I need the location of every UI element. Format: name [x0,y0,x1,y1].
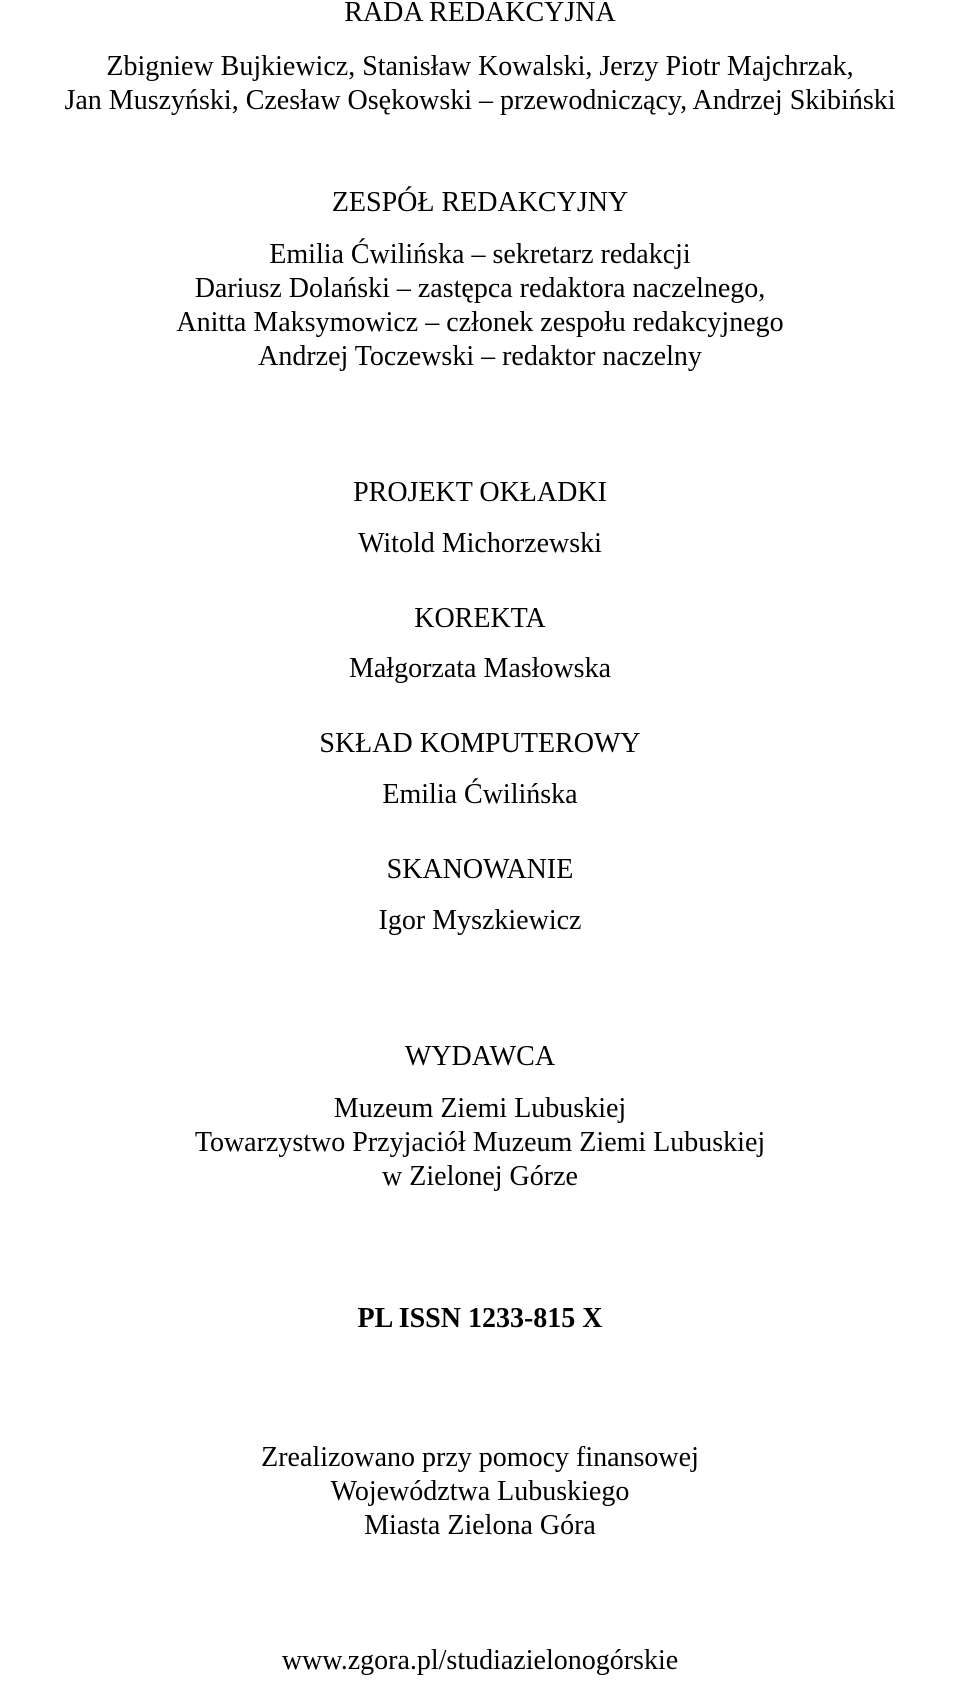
issn-number: PL ISSN 1233-815 X [357,1303,603,1334]
zespol-heading: ZESPÓŁ REDAKCYJNY [331,187,629,218]
wydawca-line-1: Muzeum Ziemi Lubuskiej [333,1093,627,1124]
zespol-member-4: Andrzej Toczewski – redaktor naczelny [258,341,702,372]
zespol-member-3: Anitta Maksymowicz – członek zespołu redakcyjnego [176,307,784,338]
sklad-heading: SKŁAD KOMPUTEROWY [319,728,641,759]
wydawca-line-2: Towarzystwo Przyjaciół Muzeum Ziemi Lubuskiej [194,1127,766,1158]
korekta-name: Małgorzata Masłowska [348,653,612,684]
website-link[interactable]: www.zgora.pl/studiazielonogórskie [281,1645,679,1676]
funding-line-3: Miasta Zielona Góra [364,1510,596,1541]
wydawca-heading: WYDAWCA [404,1041,556,1072]
rada-heading: RADA REDAKCYJNA [344,0,616,28]
skanowanie-name: Igor Myszkiewicz [378,905,582,936]
projekt-heading: PROJEKT OKŁADKI [353,477,607,508]
funding-line-1: Zrealizowano przy pomocy finansowej [261,1442,699,1473]
funding-line-2: Województwa Lubuskiego [330,1476,630,1507]
projekt-name: Witold Michorzewski [358,528,602,559]
sklad-name: Emilia Ćwilińska [382,779,578,810]
wydawca-line-3: w Zielonej Górze [382,1161,578,1192]
korekta-heading: KOREKTA [414,603,546,634]
zespol-member-2: Dariusz Dolański – zastępca redaktora naczelnego, [194,273,766,304]
rada-members-line-2: Jan Muszyński, Czesław Osękowski – przewodniczący, Andrzej Skibiński [64,85,896,116]
skanowanie-heading: SKANOWANIE [386,854,574,885]
zespol-member-1: Emilia Ćwilińska – sekretarz redakcji [269,239,691,270]
rada-members-line-1: Zbigniew Bujkiewicz, Stanisław Kowalski, Jerzy Piotr Majchrzak, [106,51,854,82]
